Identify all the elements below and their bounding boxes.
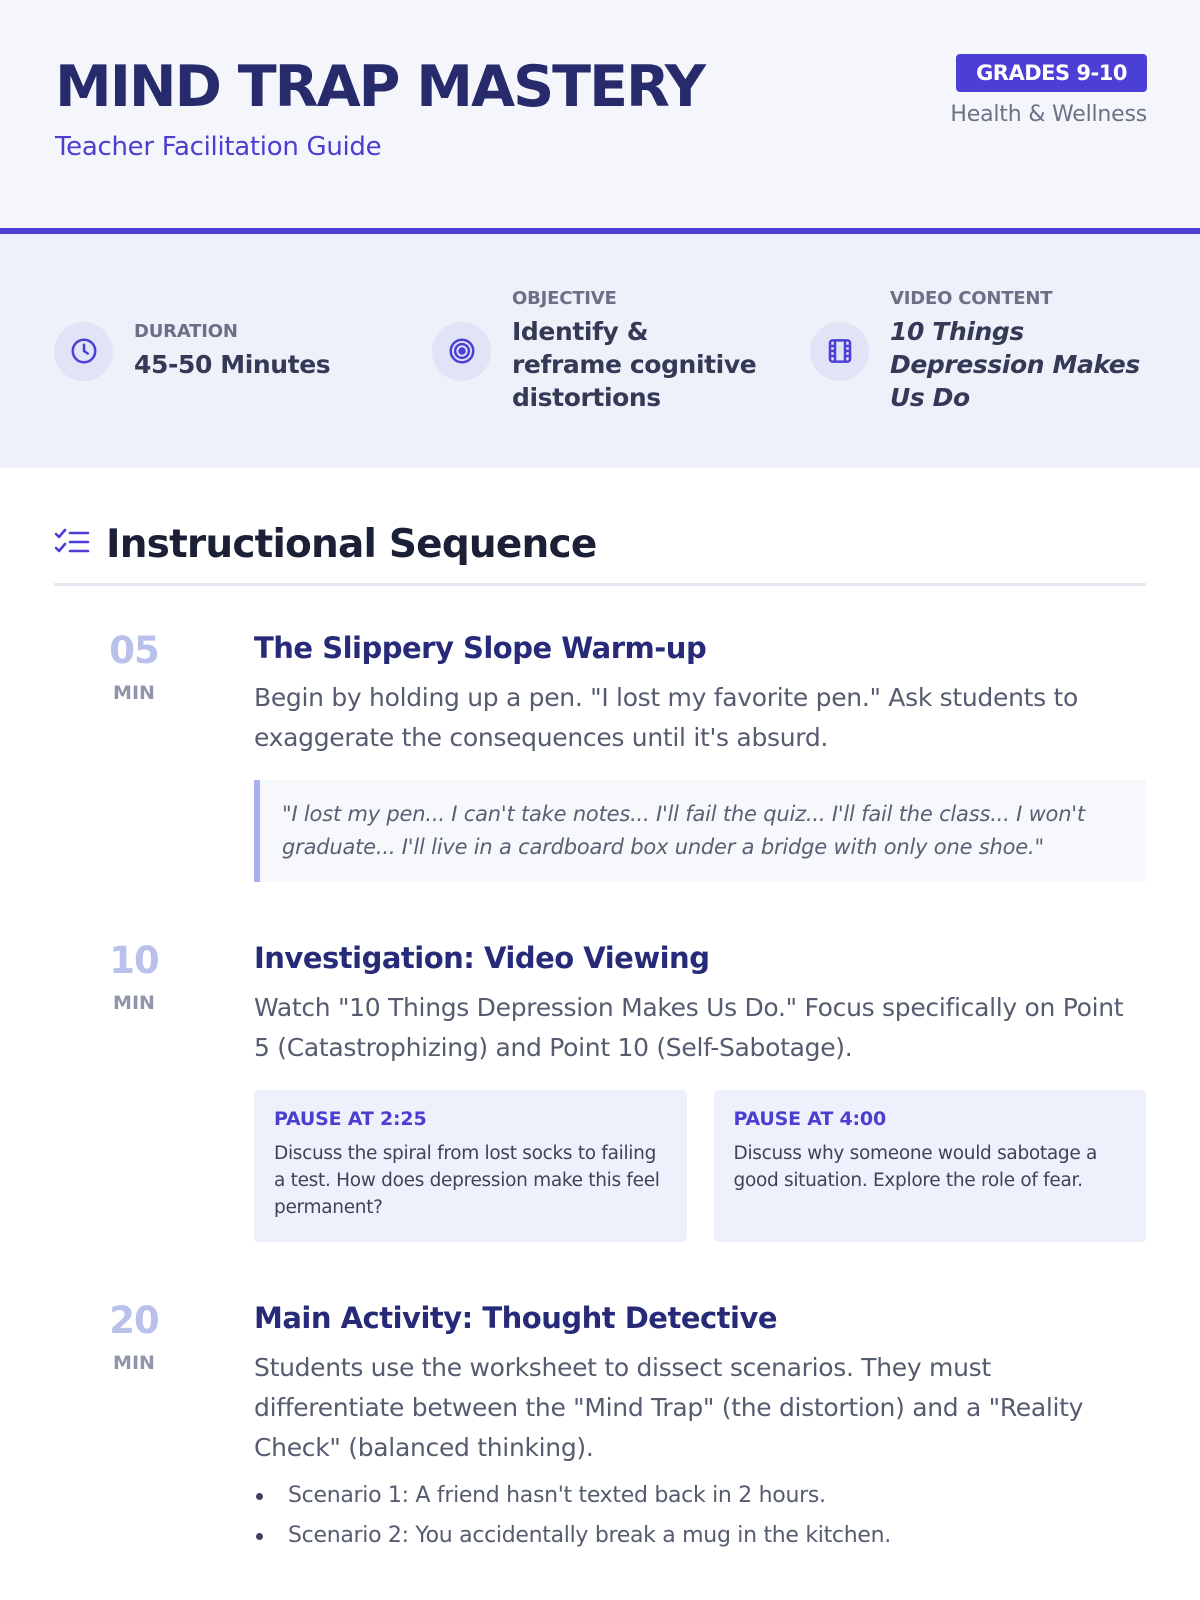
pause-card [254,1090,687,1242]
document-header [0,0,1200,228]
target-icon [432,322,491,381]
pause-card [714,1090,1147,1242]
sequence-step [54,940,1146,1242]
step-time [54,940,254,1242]
step-title: Main Activity: Thought Detective [254,1301,778,1335]
pause-timestamp: PAUSE AT 2:25 [274,1108,427,1130]
main-content [0,468,1200,1556]
step-description: Begin by holding up a pen. "I lost my favorite pen." Ask students to exaggerate the consequences until it's absurd. [254,683,1078,752]
step-body [254,940,1146,1242]
pause-prompt: Discuss the spiral from lost socks to failing a test. How does depression make this feel permanent? [274,1143,660,1218]
info-video [810,288,1146,414]
info-value: 45-50 Minutes [134,350,331,379]
step-minutes: 05 [109,629,159,672]
step-description: Students use the worksheet to dissect scenarios. They must differentiate between the "Mind Trap" (the distortion) and a "Reality Check" (balanced thinking). [254,1353,1084,1462]
step-unit: MIN [113,682,155,704]
info-label: OBJECTIVE [512,288,617,309]
step-minutes: 20 [109,1299,159,1342]
subject-label: Health & Wellness [950,102,1147,127]
pause-timestamp: PAUSE AT 4:00 [733,1108,886,1130]
step-title: The Slippery Slope Warm-up [254,631,707,665]
grade-badge: GRADES 9-10 [956,54,1147,92]
info-objective [432,288,810,414]
info-label: VIDEO CONTENT [890,288,1053,309]
pause-prompt: Discuss why someone would sabotage a good situation. Explore the role of fear. [733,1143,1098,1191]
info-label: DURATION [134,321,238,342]
step-time [54,1300,254,1556]
pause-points [254,1090,1146,1242]
info-band [0,234,1200,468]
step-description: Watch "10 Things Depression Makes Us Do." Focus specifically on Point 5 (Catastrophizing) and Point 10 (Self-Sabotage). [254,993,1124,1062]
step-unit: MIN [113,1352,155,1374]
step-time [54,630,254,882]
example-quote: "I lost my pen... I can't take notes... I'll fail the quiz... I'll fail the class... I won't graduate... I'll live in a cardboard box under a bridge with only one shoe." [254,780,1146,882]
info-value: 10 Things Depression Makes Us Do [890,317,1140,412]
list-item: Scenario 1: A friend hasn't texted back in 2 hours. [254,1476,1146,1516]
clock-icon [54,322,113,381]
checklist-icon [54,527,90,562]
info-duration [54,321,432,381]
step-unit: MIN [113,992,155,1014]
step-body [254,630,1146,882]
document-title: MIND TRAP MASTERY [55,54,705,120]
section-header [54,522,1146,586]
scenario-list [254,1476,1146,1556]
sequence-step [54,1300,1146,1556]
document-subtitle: Teacher Facilitation Guide [55,132,382,162]
header-meta [950,54,1147,127]
info-value: Identify & reframe cognitive distortions [512,317,757,412]
step-title: Investigation: Video Viewing [254,941,710,975]
step-minutes: 10 [109,939,159,982]
film-icon [810,322,869,381]
step-body [254,1300,1146,1556]
sequence-step [54,630,1146,882]
section-title: Instructional Sequence [106,522,597,567]
list-item: Scenario 2: You accidentally break a mug in the kitchen. [254,1516,1146,1556]
